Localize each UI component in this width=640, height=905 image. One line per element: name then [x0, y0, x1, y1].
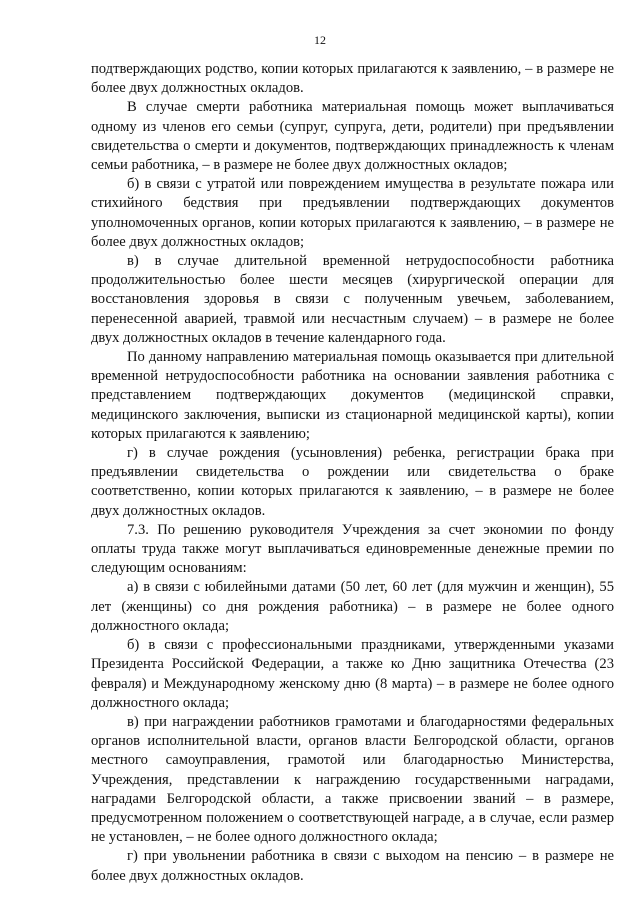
paragraph-long-disability: в) в случае длительной временной нетрудоспособности работника продолжительностью более шести месяцев (хирургической операции для восстановления здоровья в связи с полученным увечьем, заболеванием, перенесенной аварией, травмой или несчастным случаем) – в размере не более двух должностных окладов в течение календарного года. [91, 253, 614, 346]
paragraph-retirement: г) при увольнении работника в связи с выходом на пенсию – в размере не более двух должностных окладов. [91, 848, 614, 884]
paragraph-kinship-documents: подтверждающих родство, копии которых прилагаются к заявлению, – в размере не более двух должностных окладов. [91, 61, 614, 97]
paragraph-professional-holidays: б) в связи с профессиональными праздниками, утвержденными указами Президента Российской Федерации, а также ко Дню защитника Отечества (23 февраля) и Международному женскому дню (8 марта) – в размере не более одного должностного оклада; [91, 637, 614, 711]
paragraph-death-of-employee: В случае смерти работника материальная помощь может выплачиваться одному из членов его семьи (супруг, супруга, дети, родители) при предъявлении свидетельства о смерти и документов, подтверждающих принадлежность к членам семьи работника, – в размере не более двух должностных окладов; [91, 99, 614, 174]
page-number: 12 [314, 33, 326, 47]
paragraph-property-loss: б) в связи с утратой или повреждением имущества в результате пожара или стихийного бедствия при предъявлении подтверждающих документов уполномоченных органов, копии которых прилагаются к заявлению, – в размере не более двух должностных окладов; [91, 176, 614, 250]
paragraph-section-7-3: 7.3. По решению руководителя Учреждения за счет экономии по фонду оплаты труда также могут выплачиваться единовременные денежные премии по следующим основаниям: [91, 521, 614, 577]
paragraph-awards: в) при награждении работников грамотами и благодарностями федеральных органов исполнительной власти, органов власти Белгородской области, органов местного самоуправления, грамотой или благодарностью Министерства, Учреждения, представлении к награждению государственными наградами, наградами Белгородской области, а также присвоении званий – в размере, предусмотренном положением о соответствующей награде, а в случае, если размер не установлен, – не более одного должностного оклада; [91, 713, 614, 846]
paragraph-birth-marriage: г) в случае рождения (усыновления) ребенка, регистрации брака при предъявлении свидетельства о рождении или свидетельства о браке соответственно, копии которых прилагаются к заявлению, – в размере не более двух должностных окладов. [91, 445, 614, 519]
paragraph-disability-procedure: По данному направлению материальная помощь оказывается при длительной временной нетрудоспособности работника на основании заявления работника с представлением подтверждающих документов (медицинской справки, медицинского заключения, выписки из стационарной медицинской карты), копии которых прилагаются к заявлению; [91, 349, 614, 442]
paragraph-jubilee-dates: а) в связи с юбилейными датами (50 лет, 60 лет (для мужчин и женщин), 55 лет (женщины) со дня рождения работника) – в размере не более одного должностного оклада; [91, 579, 614, 634]
document-body [91, 60, 614, 886]
